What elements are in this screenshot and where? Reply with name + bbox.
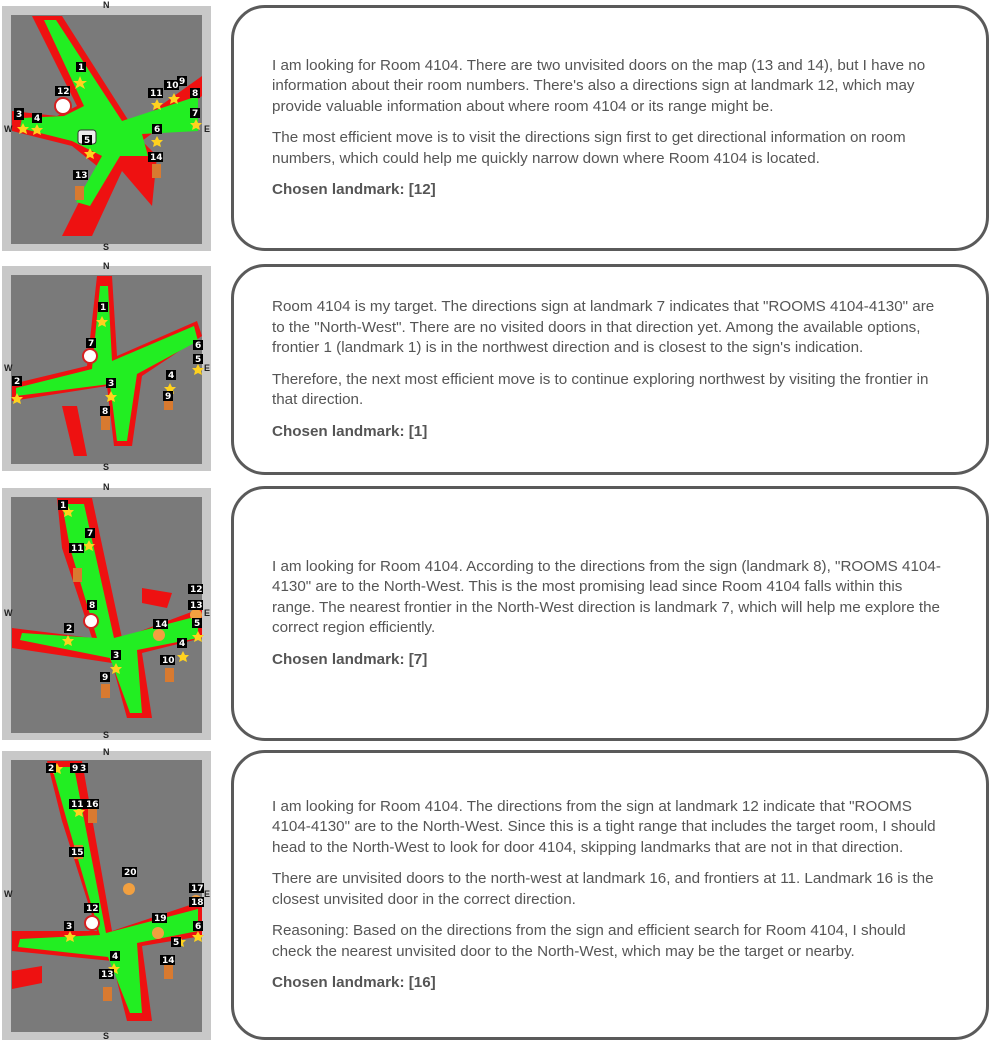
step-4 (0, 748, 996, 1046)
reasoning-paragraph: Therefore, the next most efficient move is to continue exploring northwest by visiting the frontier in that direction. (272, 370, 929, 408)
landmark-label (85, 528, 95, 539)
landmark-label (64, 623, 74, 634)
svg-text:3: 3 (80, 764, 87, 774)
svg-text:7: 7 (192, 109, 199, 119)
reasoning-paragraph: The most efficient move is to visit the directions sign first to get directional information on room numbers, which could help me quickly narrow down where Room 4104 is located. (272, 129, 906, 167)
map-panel (2, 0, 211, 252)
svg-text:4: 4 (34, 114, 41, 124)
landmark-label (99, 969, 114, 980)
reasoning-paragraph: Reasoning: Based on the directions from the sign and efficient search for Room 4104, I should check the nearest unvisited door to the North-West, which may be the target or nearby. (272, 922, 906, 960)
landmark-label (98, 302, 108, 313)
landmark-label (86, 338, 96, 349)
svg-text:4: 4 (112, 952, 119, 962)
compass-east: E (204, 124, 211, 134)
landmark-label (78, 763, 88, 774)
svg-text:11: 11 (71, 544, 84, 554)
compass-east: E (204, 363, 211, 373)
landmark-label (12, 376, 22, 387)
compass-west: W (4, 124, 13, 134)
svg-text:9: 9 (179, 77, 186, 87)
landmark-label (148, 88, 163, 99)
landmark-label (69, 799, 84, 810)
landmark-label (189, 883, 204, 894)
landmark-label (87, 600, 97, 611)
svg-text:1: 1 (60, 501, 67, 511)
svg-text:12: 12 (86, 904, 99, 914)
svg-text:17: 17 (191, 884, 204, 894)
compass-west: W (4, 608, 13, 618)
landmark-label (193, 921, 203, 932)
compass-north: N (103, 0, 110, 10)
chosen-landmark: Chosen landmark: [12] (272, 181, 436, 198)
reasoning-paragraph: I am looking for Room 4104. The directions from the sign at landmark 12 indicate that "ROOMS 4104-4130" are to the North-West. Since this is a tight range that includes the target room, I should head to the North-West to look for door 4104, skipping landmarks that are not in that direction. (272, 797, 936, 856)
reasoning-bubble (231, 5, 989, 251)
svg-text:16: 16 (86, 800, 99, 810)
map-image (2, 6, 211, 251)
compass-east: E (204, 608, 211, 618)
svg-text:9: 9 (102, 673, 109, 683)
landmark-label (163, 391, 173, 402)
svg-text:5: 5 (173, 938, 180, 948)
svg-text:4: 4 (179, 639, 186, 649)
map-panel (2, 747, 211, 1041)
svg-text:11: 11 (71, 800, 84, 810)
reasoning-bubble (231, 264, 989, 475)
svg-text:2: 2 (14, 377, 21, 387)
map-image (2, 751, 211, 1040)
landmark-label (188, 600, 203, 611)
reasoning-paragraph: There are unvisited doors to the north-west at landmark 16, and frontiers at 11. Landmark 16 is the closest unvisited door in the correct direction. (272, 870, 934, 908)
step-2 (0, 262, 996, 477)
compass-north: N (103, 482, 110, 492)
landmark-label (190, 88, 200, 99)
svg-text:14: 14 (150, 153, 163, 163)
landmark-label (100, 672, 110, 683)
svg-text:3: 3 (16, 110, 23, 120)
landmark-label (152, 124, 162, 135)
landmark-label (122, 867, 137, 878)
compass-west: W (4, 889, 13, 899)
svg-text:6: 6 (195, 341, 202, 351)
landmark-label (190, 108, 200, 119)
landmark-label (82, 135, 92, 146)
landmark-label (188, 584, 203, 595)
landmark-label (177, 638, 187, 649)
landmark-label (55, 86, 70, 97)
svg-text:11: 11 (150, 89, 163, 99)
svg-text:9: 9 (165, 392, 172, 402)
reasoning-paragraph: I am looking for Room 4104. There are two unvisited doors on the map (13 and 14), but I have no information about their room numbers. There's also a directions sign at landmark 12, which may provide valuable information about where room 4104 or its range might be. (272, 56, 926, 115)
svg-text:6: 6 (195, 922, 202, 932)
compass-north: N (103, 747, 110, 757)
landmark-label (69, 847, 84, 858)
landmark-label (32, 113, 42, 124)
reasoning-paragraph: Room 4104 is my target. The directions sign at landmark 7 indicates that "ROOMS 4104-4130" are to the "North-West". There are no visited doors in that direction yet. Among the available options, frontier 1 (landmark 1) is in the northwest direction and is closest to the sign's indication. (272, 298, 935, 356)
reasoning-paragraph: I am looking for Room 4104. According to the directions from the sign (landmark 8), "ROOMS 4104-4130" are to the North-West. This is the most promising lead since Room 4104 falls within this range. The nearest frontier in the North-West direction is landmark 7, which will help me explore the correct region efficiently. (272, 557, 941, 637)
svg-text:3: 3 (113, 651, 120, 661)
svg-text:9: 9 (72, 764, 79, 774)
compass-west: W (4, 363, 13, 373)
svg-text:5: 5 (84, 136, 91, 146)
svg-text:2: 2 (48, 764, 55, 774)
landmark-label (189, 897, 204, 908)
compass-south: S (103, 242, 110, 252)
svg-text:19: 19 (154, 914, 167, 924)
svg-text:13: 13 (75, 171, 88, 181)
landmark-label (84, 799, 99, 810)
chosen-landmark: Chosen landmark: [16] (272, 974, 436, 991)
svg-text:2: 2 (66, 624, 73, 634)
landmark-label (153, 619, 168, 630)
map-image (2, 488, 211, 740)
landmark-label (193, 340, 203, 351)
svg-text:20: 20 (124, 868, 137, 878)
landmark-label (64, 921, 74, 932)
chosen-landmark: Chosen landmark: [7] (272, 650, 428, 668)
reasoning-bubble (231, 750, 989, 1040)
landmark-label (69, 543, 84, 554)
chosen-landmark: Chosen landmark: [1] (272, 422, 428, 440)
svg-text:10: 10 (162, 656, 175, 666)
landmark-label (14, 108, 24, 120)
landmark-label (84, 903, 99, 914)
step-1 (0, 0, 996, 255)
svg-text:4: 4 (168, 371, 175, 381)
svg-text:18: 18 (191, 898, 204, 908)
landmark-label (73, 170, 88, 181)
landmark-label (193, 354, 203, 365)
landmark-label (100, 406, 110, 417)
landmark-label (106, 378, 116, 389)
map-panel (2, 261, 211, 472)
compass-north: N (103, 261, 110, 271)
svg-text:8: 8 (102, 407, 109, 417)
svg-text:14: 14 (155, 620, 168, 630)
svg-text:15: 15 (71, 848, 84, 858)
reasoning-bubble (231, 486, 989, 741)
step-3 (0, 483, 996, 745)
landmark-label (160, 655, 175, 666)
svg-text:8: 8 (89, 601, 96, 611)
svg-text:13: 13 (190, 601, 203, 611)
svg-text:1: 1 (100, 303, 107, 313)
landmark-label (164, 80, 179, 91)
svg-text:1: 1 (78, 63, 85, 73)
landmark-label (192, 618, 202, 629)
svg-text:13: 13 (101, 970, 114, 980)
svg-text:12: 12 (190, 585, 203, 595)
svg-text:5: 5 (194, 619, 201, 629)
svg-text:8: 8 (192, 89, 199, 99)
landmark-label (148, 152, 163, 163)
landmark-label (171, 937, 181, 948)
compass-south: S (103, 462, 110, 472)
landmark-label (110, 951, 120, 962)
map-panel (2, 482, 211, 740)
landmark-label (111, 650, 121, 661)
compass-south: S (103, 1031, 110, 1041)
landmark-label (58, 500, 68, 511)
landmark-label (152, 913, 167, 924)
svg-text:14: 14 (162, 956, 175, 966)
svg-text:3: 3 (66, 922, 73, 932)
landmark-label (160, 955, 175, 966)
svg-text:5: 5 (195, 355, 202, 365)
svg-text:12: 12 (57, 87, 70, 97)
compass-east: E (204, 889, 211, 899)
landmark-label (166, 370, 176, 381)
landmark-label (46, 763, 56, 774)
svg-text:7: 7 (88, 339, 95, 349)
landmark-label (76, 62, 86, 73)
svg-text:3: 3 (108, 379, 115, 389)
svg-text:6: 6 (154, 125, 161, 135)
map-image (2, 266, 211, 471)
compass-south: S (103, 730, 110, 740)
svg-text:7: 7 (87, 529, 94, 539)
svg-text:10: 10 (166, 81, 179, 91)
